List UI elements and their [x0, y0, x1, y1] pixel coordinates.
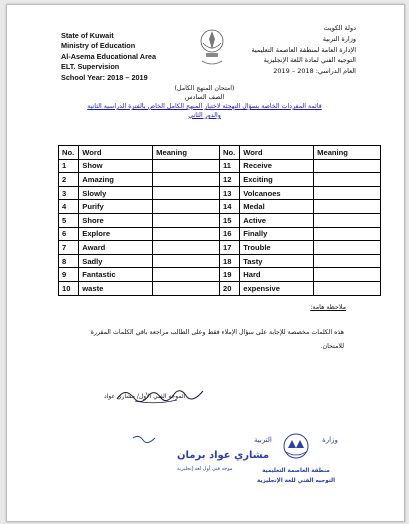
grade-title: الصف السادس — [184, 94, 225, 101]
document-page — [6, 4, 405, 522]
header-meaning: Meaning — [314, 146, 381, 160]
cell-no: 3 — [59, 186, 79, 200]
cell-meaning — [314, 254, 381, 268]
cell-no: 10 — [59, 281, 79, 295]
cell-no: 1 — [59, 159, 79, 173]
header-no: No. — [219, 146, 239, 160]
table-row — [59, 254, 381, 268]
list-title-cont: والدور الثاني — [188, 112, 221, 119]
cell-meaning — [153, 281, 220, 295]
cell-word: Exciting — [240, 173, 314, 187]
table-header-row — [59, 146, 381, 160]
cell-word: Active — [240, 213, 314, 227]
header-arabic — [251, 23, 356, 77]
seal-line-2: التوجيه الفني للغة الإنجليزية — [256, 478, 336, 484]
cell-word: Tasty — [240, 254, 314, 268]
header-meaning: Meaning — [153, 146, 220, 160]
official-seal — [248, 430, 344, 490]
cell-word: Medal — [240, 200, 314, 214]
header-line: التوجيه الفني لمادة اللغة الإنجليزية — [263, 56, 356, 65]
header-line: وزارة التربية — [322, 34, 356, 43]
cell-no: 9 — [59, 268, 79, 282]
cell-meaning — [153, 186, 220, 200]
cell-word: Amazing — [79, 173, 153, 187]
table-row — [59, 200, 381, 214]
table-row — [59, 268, 381, 282]
cell-meaning — [314, 186, 381, 200]
exam-title: (امتحان المنهج الكامل) — [174, 85, 235, 92]
cell-word: Hard — [240, 268, 314, 282]
list-title: قائمة المفردات الخاصة بسؤال التهجئة لاختبار المنهج الكامل الخاص بالفترة الدراسية الثانية — [87, 103, 322, 110]
supervisor-title: الموجه الفني الأول/ مشاري عواد — [104, 393, 186, 400]
table-row — [59, 281, 381, 295]
header-line: ELT. Supervision — [61, 62, 120, 72]
cell-no: 13 — [219, 186, 239, 200]
header-line: State of Kuwait — [61, 31, 114, 40]
cell-no: 4 — [59, 200, 79, 214]
table-row — [59, 241, 381, 255]
cell-no: 19 — [219, 268, 239, 282]
cell-no: 15 — [219, 213, 239, 227]
stamp-name: مشاري عواد برمان — [177, 450, 270, 461]
cell-no: 6 — [59, 227, 79, 241]
cell-no: 7 — [59, 241, 79, 255]
table-row — [59, 173, 381, 187]
header-line: الإدارة العامة لمنطقة العاصمة التعليمية — [251, 45, 356, 54]
cell-meaning — [314, 159, 381, 173]
table-row — [59, 186, 381, 200]
cell-word: Trouble — [240, 241, 314, 255]
cell-word: Explore — [79, 227, 153, 241]
cell-no: 17 — [219, 241, 239, 255]
ministry-emblem-icon — [198, 27, 226, 67]
cell-meaning — [314, 227, 381, 241]
seal-line-1: منطقة العاصمة التعليمية — [262, 468, 330, 474]
important-note-title: ملاحظة هامة: — [310, 304, 346, 311]
cell-no: 20 — [219, 281, 239, 295]
cell-no: 5 — [59, 213, 79, 227]
cell-word: Finally — [240, 227, 314, 241]
header-word: Word — [79, 146, 153, 160]
header-line: العام الدراسي: 2018 – 2019 — [273, 67, 356, 76]
stamp-role: موجه فني أول لغة إنجليزية — [177, 466, 233, 472]
table-row — [59, 227, 381, 241]
cell-word: Show — [79, 159, 153, 173]
header-line: School Year: 2018 – 2019 — [61, 72, 148, 82]
cell-meaning — [314, 173, 381, 187]
cell-meaning — [153, 254, 220, 268]
cell-word: Receive — [240, 159, 314, 173]
header-word: Word — [240, 146, 314, 160]
cell-no: 16 — [219, 227, 239, 241]
cell-meaning — [153, 159, 220, 173]
seal-top-left: التربية — [254, 436, 272, 444]
cell-meaning — [153, 268, 220, 282]
header-line: Al-Asema Educational Area — [61, 51, 157, 61]
cell-no: 11 — [219, 159, 239, 173]
cell-meaning — [153, 173, 220, 187]
vocabulary-table — [58, 145, 381, 296]
cell-word: expensive — [240, 281, 314, 295]
cell-word: Purify — [79, 200, 153, 214]
cell-meaning — [153, 241, 220, 255]
cell-no: 18 — [219, 254, 239, 268]
cell-meaning — [314, 268, 381, 282]
header-line: Ministry of Education — [61, 41, 136, 51]
important-note-body: هذه الكلمات مخصصة للإجابة على سؤال الإملاء فقط وعلى الطالب مراجعة باقي الكلمات المقررة للامتحان. — [90, 329, 344, 350]
header-no: No. — [59, 146, 79, 160]
table-row — [59, 159, 381, 173]
cell-word: waste — [79, 281, 153, 295]
cell-word: Award — [79, 241, 153, 255]
cell-meaning — [314, 200, 381, 214]
cell-no: 2 — [59, 173, 79, 187]
cell-no: 12 — [219, 173, 239, 187]
cell-meaning — [153, 213, 220, 227]
cell-meaning — [314, 213, 381, 227]
cell-word: Sadly — [79, 254, 153, 268]
cell-no: 14 — [219, 200, 239, 214]
cell-meaning — [314, 281, 381, 295]
cell-word: Shore — [79, 213, 153, 227]
cell-meaning — [153, 200, 220, 214]
cell-word: Slowly — [79, 186, 153, 200]
table-row — [59, 213, 381, 227]
header-line: دولة الكويت — [323, 24, 356, 32]
seal-top-right: وزارة — [322, 436, 338, 444]
header-english — [61, 31, 156, 83]
cell-meaning — [314, 241, 381, 255]
document-titles — [27, 84, 382, 120]
cell-word: Volcanoes — [240, 186, 314, 200]
cell-word: Fantastic — [79, 268, 153, 282]
cell-no: 8 — [59, 254, 79, 268]
cell-meaning — [153, 227, 220, 241]
